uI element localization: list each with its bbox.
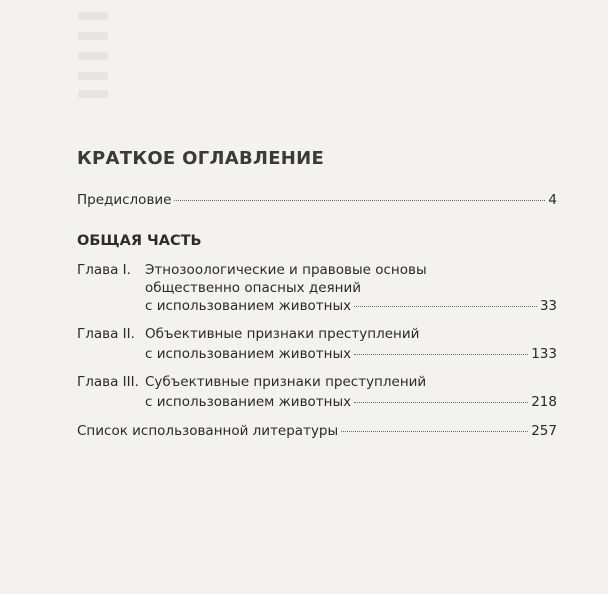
chapter-title-line: с использованием животных	[145, 298, 352, 314]
bleed-through-mark	[78, 32, 108, 40]
bleed-through-mark	[78, 12, 108, 20]
dot-leader	[354, 402, 528, 403]
bleed-through-mark	[78, 90, 108, 98]
chapter-number: Глава I.	[77, 262, 131, 278]
chapter-last-line	[145, 394, 557, 410]
toc-title: КРАТКОЕ ОГЛАВЛЕНИЕ	[77, 148, 325, 169]
toc-entry-preface[interactable]	[77, 192, 557, 208]
toc-entry-bibliography[interactable]	[77, 423, 557, 439]
dot-leader	[354, 354, 528, 355]
toc-page-number: 218	[531, 394, 557, 410]
chapter-title-line: общественно опасных деяний	[145, 280, 362, 296]
chapter-number: Глава II.	[77, 326, 135, 342]
toc-page-number: 133	[531, 346, 557, 362]
dot-leader	[341, 431, 528, 432]
chapter-title-line: Этнозоологические и правовые основы	[145, 262, 427, 278]
dot-leader	[354, 306, 537, 307]
toc-entry-label: Предисловие	[77, 192, 172, 208]
toc-page-number: 33	[539, 298, 557, 314]
chapter-number: Глава III.	[77, 374, 139, 390]
chapter-title-line: Субъективные признаки преступлений	[145, 374, 427, 390]
bleed-through-mark	[78, 52, 108, 60]
chapter-title-line: Объективные признаки преступлений	[145, 326, 420, 342]
dot-leader	[174, 200, 545, 201]
section-title: ОБЩАЯ ЧАСТЬ	[77, 233, 202, 249]
toc-page-number: 257	[531, 423, 557, 439]
chapter-last-line	[145, 298, 557, 314]
chapter-last-line	[145, 346, 557, 362]
chapter-title-line: с использованием животных	[145, 346, 352, 362]
bleed-through-mark	[78, 72, 108, 80]
toc-entry-label: Список использованной литературы	[77, 423, 339, 439]
chapter-title-line: с использованием животных	[145, 394, 352, 410]
toc-page-number: 4	[548, 192, 557, 208]
